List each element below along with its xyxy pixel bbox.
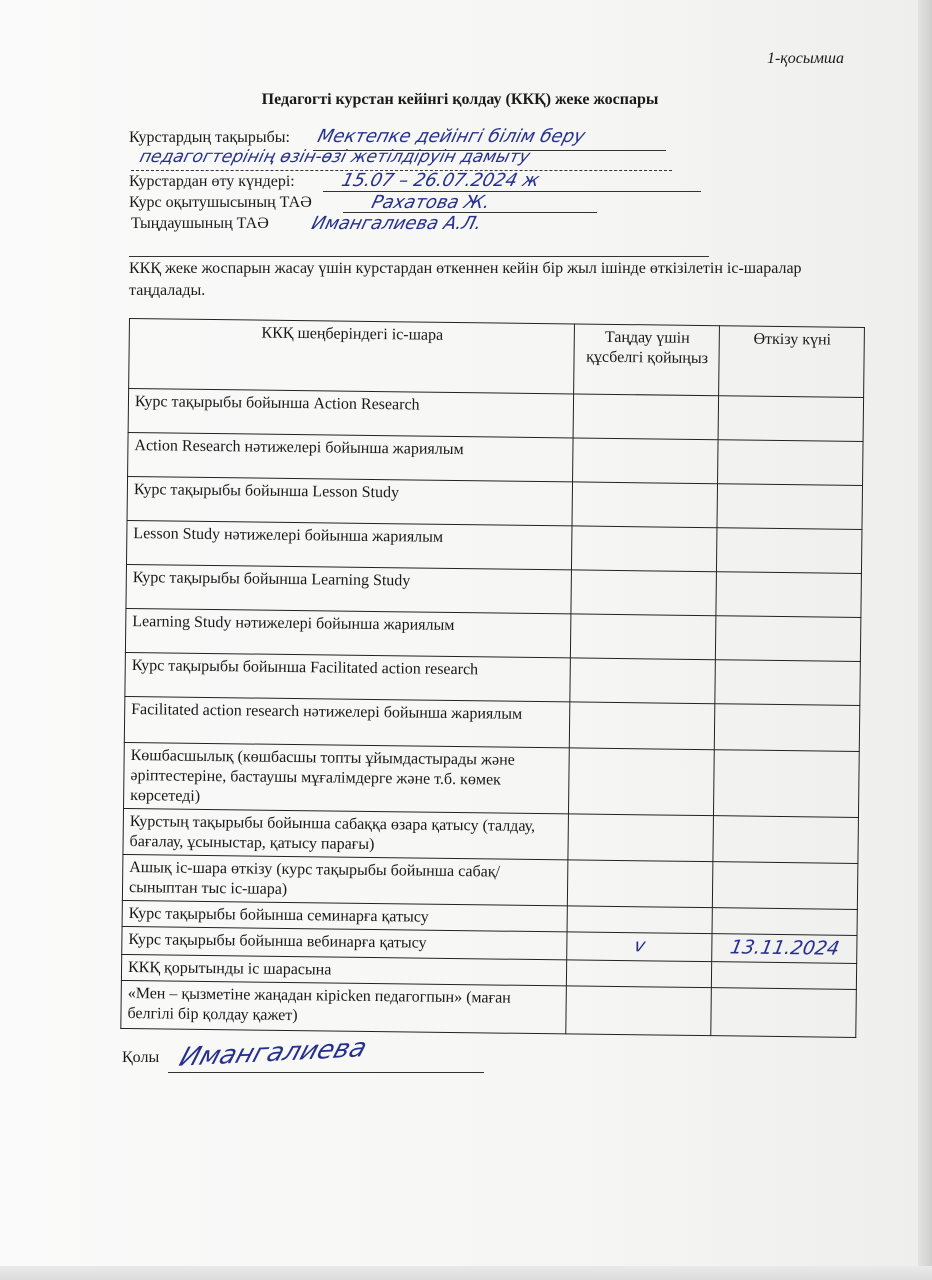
mark-cell[interactable] [566, 986, 712, 1036]
activity-cell: Learning Study нәтижелері бойынша жариялым [125, 608, 571, 657]
activity-cell: Көшбасшылық (көшбасшы топты ұйымдастырады және әріптестеріне, бастаушы мұғалімдерге және т.б. көмек көрсетеді) [124, 742, 570, 813]
handwritten-signature: Имангалиева [175, 1033, 371, 1073]
mark-cell[interactable] [572, 482, 718, 528]
course-dates-value: 15.07 – 26.07.2024 ж [339, 170, 542, 191]
date-cell[interactable] [717, 484, 863, 530]
activity-cell: Lesson Study нәтижелері бойынша жариялым [126, 520, 572, 569]
activity-cell: Курс тақырыбы бойынша Action Research [128, 389, 574, 438]
course-topic-label: Курстардың тақырыбы: [129, 129, 290, 146]
mark-cell[interactable] [573, 438, 719, 484]
activity-cell: Ашық іс-шара өткізу (курс тақырыбы бойынша сабақ/сыныптан тыс іс-шара) [122, 854, 568, 905]
date-cell[interactable] [712, 908, 857, 936]
date-cell[interactable] [713, 750, 859, 818]
activity-cell: Курс тақырыбы бойынша Facilitated action research [125, 652, 571, 701]
date-cell[interactable] [715, 660, 861, 706]
header-activity: ККҚ шеңберіндегі іс-шара [129, 319, 575, 394]
page-edge-shadow [918, 0, 932, 1280]
activity-cell: ККҚ қорытынды іс шарасына [121, 954, 566, 985]
course-topic-value-line2: педагогтерінің өзін-өзі жетілдіруін дамыту [137, 147, 533, 167]
document-title: Педагогті курстан кейінгі қолдау (ККҚ) жеке жоспары [261, 91, 659, 108]
date-cell[interactable] [715, 616, 861, 662]
mark-cell[interactable] [568, 748, 714, 816]
activities-table [120, 318, 865, 1038]
mark-cell[interactable] [570, 658, 716, 704]
date-cell[interactable] [713, 816, 859, 864]
activity-cell: Курс тақырыбы бойынша Lesson Study [127, 476, 573, 525]
activity-cell: Курс тақырыбы бойынша Learning Study [126, 564, 572, 613]
mark-cell[interactable] [568, 814, 714, 862]
page-bottom-shadow [0, 1266, 932, 1280]
header-mark: Таңдау үшін құсбелгі қойыңыз [574, 324, 720, 396]
mark-cell[interactable] [567, 906, 712, 934]
activity-cell: Курстың тақырыбы бойынша сабаққа өзара қатысу (талдау, бағалау, ұсыныстар, қатысу парағы) [123, 808, 569, 859]
appendix-label: 1-қосымша [766, 50, 844, 67]
date-cell[interactable] [716, 572, 862, 618]
mark-cell[interactable] [569, 702, 715, 750]
course-dates-label: Курстардан өту күндері: [129, 173, 295, 190]
activity-cell: Action Research нәтижелері бойынша жариялым [128, 432, 574, 481]
table-row [121, 980, 857, 1037]
table-row [124, 742, 860, 817]
date-cell[interactable] [714, 704, 860, 752]
activity-cell: Курс тақырыбы бойынша семинарға қатысу [122, 900, 567, 931]
signature-label: Қолы [122, 1049, 160, 1066]
date-cell[interactable]: 13.11.2024 [712, 934, 857, 964]
mark-cell[interactable]: v [567, 932, 712, 962]
signature-line [168, 1072, 484, 1073]
date-cell[interactable] [716, 528, 862, 574]
date-cell[interactable] [711, 988, 857, 1038]
mark-cell[interactable] [570, 614, 716, 660]
mark-cell[interactable] [573, 394, 719, 440]
date-cell[interactable] [718, 440, 864, 486]
listener-underline [129, 256, 709, 257]
header-date: Өткізу күні [719, 326, 865, 398]
listener-label: Тыңдаушының ТАӘ [131, 215, 269, 232]
intro-text: ККҚ жеке жоспарын жасау үшін курстардан өткеннен кейін бір жыл ішінде өткізілетін іс-шаралар таңдалады. [129, 260, 802, 299]
date-cell[interactable] [712, 862, 858, 910]
listener-value: Имангалиева А.Л. [309, 213, 484, 234]
trainer-label: Курс оқытушысының ТАӘ [129, 194, 312, 211]
mark-cell[interactable] [571, 570, 717, 616]
activity-cell: «Мен – қызметіне жаңадан кірісken педагогпын» (маған белгілі бір қолдау қажет) [121, 980, 567, 1033]
trainer-value: Рахатова Ж. [369, 192, 493, 213]
activity-cell: Facilitated action research нәтижелері бойынша жариялым [124, 696, 570, 747]
activity-cell: Курс тақырыбы бойынша вебинарға қатысу [122, 926, 567, 959]
mark-cell[interactable] [571, 526, 717, 572]
mark-cell[interactable] [566, 960, 711, 988]
date-cell[interactable] [718, 396, 864, 442]
course-topic-value-line1: Мектепке дейінгі білім беру [315, 126, 588, 147]
mark-cell[interactable] [567, 860, 713, 908]
table-header-row [129, 319, 865, 398]
date-cell[interactable] [711, 962, 856, 990]
